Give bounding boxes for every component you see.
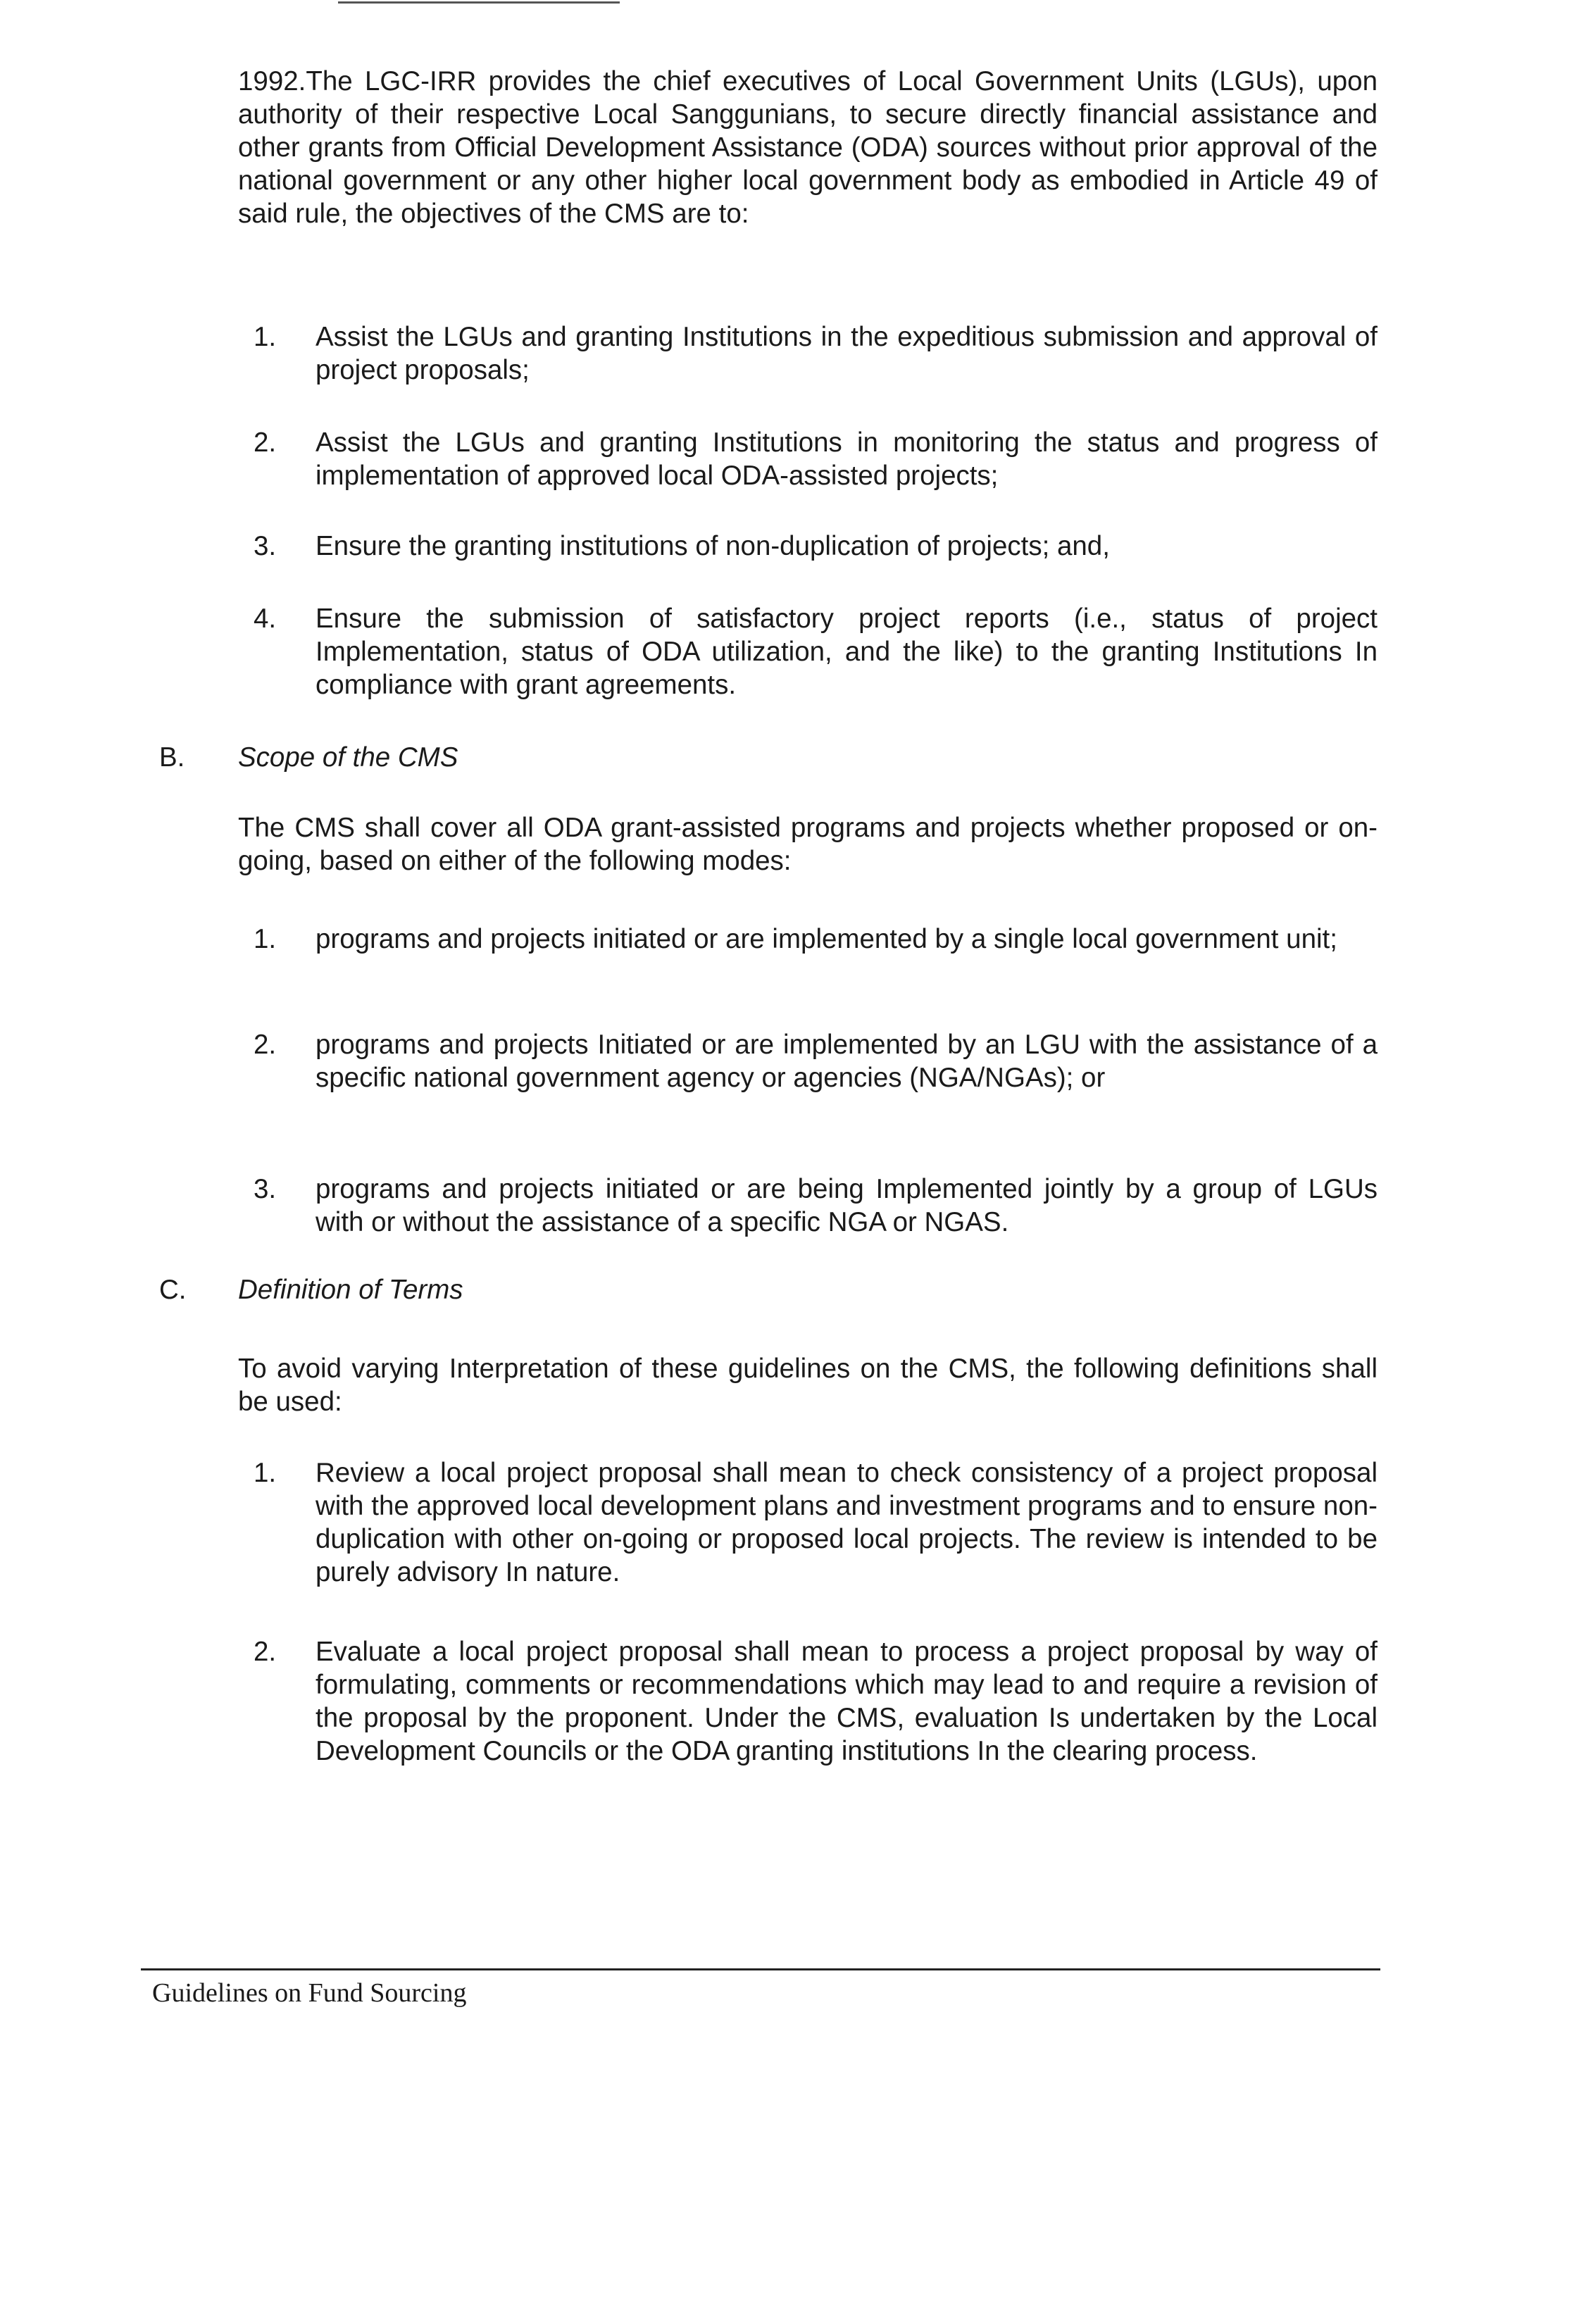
item-number: 1. <box>254 1458 277 1488</box>
item-text: Evaluate a local project proposal shall mean to process a project proposal by way of formulating, comments or recommendations which may lead to and require a revision of the proposal by the proponent. Under the CMS, evaluation Is undertaken by the Local Development Councils or the ODA granting institutions In the clearing process. <box>316 1637 1378 1766</box>
section-c-letter: C. <box>159 1275 187 1305</box>
item-text: programs and projects initiated or are implemented by a single local government unit; <box>316 924 1337 954</box>
footer-rule <box>141 1968 1380 1970</box>
item-text: Ensure the submission of satisfactory project reports (i.e., status of project Implementation, status of ODA utilization, and the like) to the granting Institutions In compliance with grant agreements. <box>316 604 1378 700</box>
top-rule <box>338 1 620 4</box>
section-c-intro: To avoid varying Interpretation of these guidelines on the CMS, the following definitions shall be used: <box>238 1354 1378 1417</box>
footer-title: Guidelines on Fund Sourcing <box>152 1978 467 2008</box>
item-number: 1. <box>254 322 277 352</box>
item-number: 2. <box>254 1030 277 1060</box>
item-text: programs and projects Initiated or are implemented by an LGU with the assistance of a specific national government agency or agencies (NGA/NGAs); or <box>316 1030 1378 1093</box>
item-number: 3. <box>254 1174 277 1204</box>
section-b-letter: B. <box>159 742 185 773</box>
item-text: programs and projects initiated or are being Implemented jointly by a group of LGUs with or without the assistance of a specific NGA or NGAS. <box>316 1174 1378 1237</box>
section-b-intro: The CMS shall cover all ODA grant-assisted programs and projects whether proposed or on-going, based on either of the following modes: <box>238 813 1378 876</box>
item-text: Review a local project proposal shall mean to check consistency of a project proposal with the approved local development plans and investment programs and to ensure non- duplication with other on-going or proposed local projects. The review is intended to be purely advisory In nature. <box>316 1458 1378 1587</box>
section-b-title: Scope of the CMS <box>238 742 458 773</box>
item-number: 2. <box>254 427 277 458</box>
intro-paragraph: 1992.The LGC-IRR provides the chief executives of Local Government Units (LGUs), upon authority of their respective Local Sanggunians, to secure directly financial assistance and other grants from Official Development Assistance (ODA) sources without prior approval of the national government or any other higher local government body as embodied in Article 49 of said rule, the objectives of the CMS are to: <box>238 66 1378 229</box>
item-number: 1. <box>254 924 277 954</box>
item-text: Ensure the granting institutions of non-duplication of projects; and, <box>316 531 1110 561</box>
item-number: 2. <box>254 1637 277 1667</box>
item-text: Assist the LGUs and granting Institutions in monitoring the status and progress of implementation of approved local ODA-assisted projects; <box>316 427 1378 491</box>
item-text: Assist the LGUs and granting Institutions in the expeditious submission and approval of project proposals; <box>316 322 1378 385</box>
item-number: 4. <box>254 604 277 634</box>
section-c-title: Definition of Terms <box>238 1275 463 1305</box>
item-number: 3. <box>254 531 277 561</box>
